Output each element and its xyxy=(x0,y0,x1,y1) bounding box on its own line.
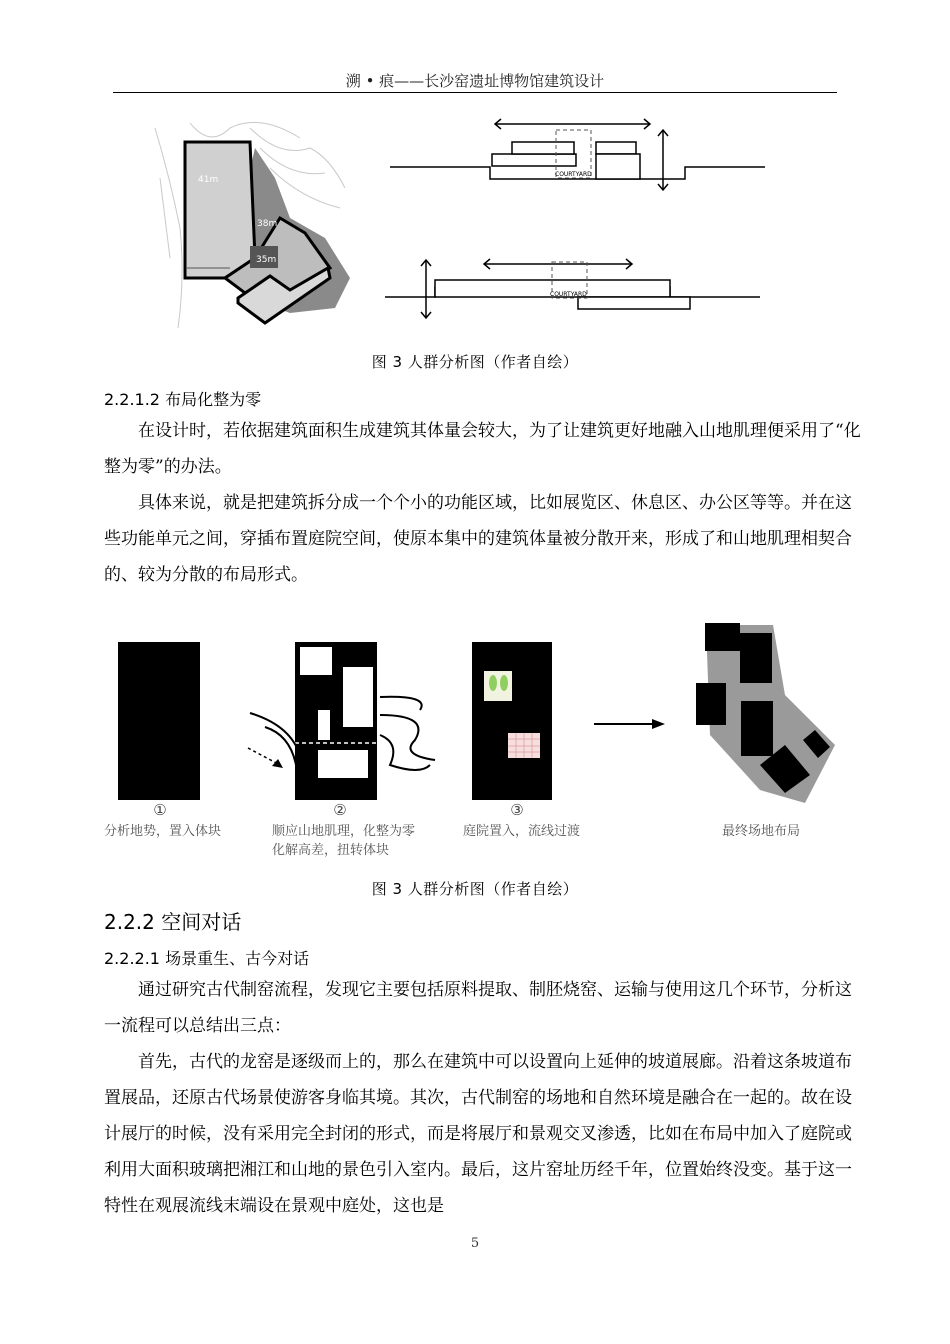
courtyard-label-top: COURTYARD xyxy=(555,171,592,178)
heading-2-2-2-1: 2.2.2.1 场景重生、古今对话 xyxy=(104,949,310,968)
header-rule xyxy=(113,92,837,93)
heading-2-2-2: 2.2.2 空间对话 xyxy=(104,910,242,934)
step1-label: 分析地势，置入体块 xyxy=(104,824,222,839)
step2-label-line2: 化解高差，扭转体块 xyxy=(272,843,390,858)
layout-process-diagram xyxy=(100,615,850,810)
final-site-layout xyxy=(696,623,835,803)
figure2-caption: 图 3 人群分析图（作者自绘） xyxy=(371,880,579,898)
courtyard-label-bottom: COURTYARD xyxy=(550,291,587,298)
step2-split-blocks xyxy=(248,642,435,800)
section-diagram-top xyxy=(385,112,775,202)
step1-mass-block xyxy=(118,642,200,800)
step2-label-line1: 顺应山地肌理，化整为零 xyxy=(272,824,416,839)
final-step-label: 最终场地布局 xyxy=(722,824,801,839)
running-header: 溯 • 痕——长沙窑遗址博物馆建筑设计 xyxy=(345,72,605,90)
step3-label: 庭院置入，流线过渡 xyxy=(463,824,581,839)
figure1-caption: 图 3 人群分析图（作者自绘） xyxy=(371,353,579,371)
site-plan-diagram xyxy=(150,118,350,333)
paragraph-layout-1: 在设计时，若依据建筑面积生成建筑其体量会较大，为了让建筑更好地融入山地肌理便采用了“化整为零”的办法。 xyxy=(104,421,861,477)
plan-label-38m: 38m xyxy=(257,219,278,229)
heading-2-2-1-2: 2.2.1.2 布局化整为零 xyxy=(104,390,262,409)
plan-label-35m: 35m xyxy=(256,255,277,265)
step3-courtyard-blocks xyxy=(472,642,552,800)
step1-number: ① xyxy=(153,801,167,819)
step2-number: ② xyxy=(333,801,347,819)
paragraph-dialogue-1: 通过研究古代制窑流程，发现它主要包括原料提取、制胚烧窑、运输与使用这几个环节，分析这一流程可以总结出三点： xyxy=(104,980,852,1036)
paragraph-dialogue-2: 首先，古代的龙窑是逐级而上的，那么在建筑中可以设置向上延伸的坡道展廊。沿着这条坡道布置展品，还原古代场景使游客身临其境。其次，古代制窑的场地和自然环境是融合在一起的。故在设计展厅的时候，没有采用完全封闭的形式，而是将展厅和景观交叉渗透，比如在布局中加入了庭院或利用大面积玻璃把湘江和山地的景色引入室内。最后，这片窑址历经千年，位置始终没变。基于这一特性在观展流线末端设在景观中庭处，这也是 xyxy=(104,1052,852,1216)
paragraph-layout-2: 具体来说，就是把建筑拆分成一个个小的功能区域，比如展览区、休息区、办公区等等。并在这些功能单元之间，穿插布置庭院空间，使原本集中的建筑体量被分散开来，形成了和山地肌理相契合的、较为分散的布局形式。 xyxy=(104,493,852,585)
plan-label-41m: 41m xyxy=(198,175,219,185)
step3-number: ③ xyxy=(510,801,524,819)
section-diagram-bottom xyxy=(380,252,780,324)
page-number: 5 xyxy=(470,1236,480,1251)
